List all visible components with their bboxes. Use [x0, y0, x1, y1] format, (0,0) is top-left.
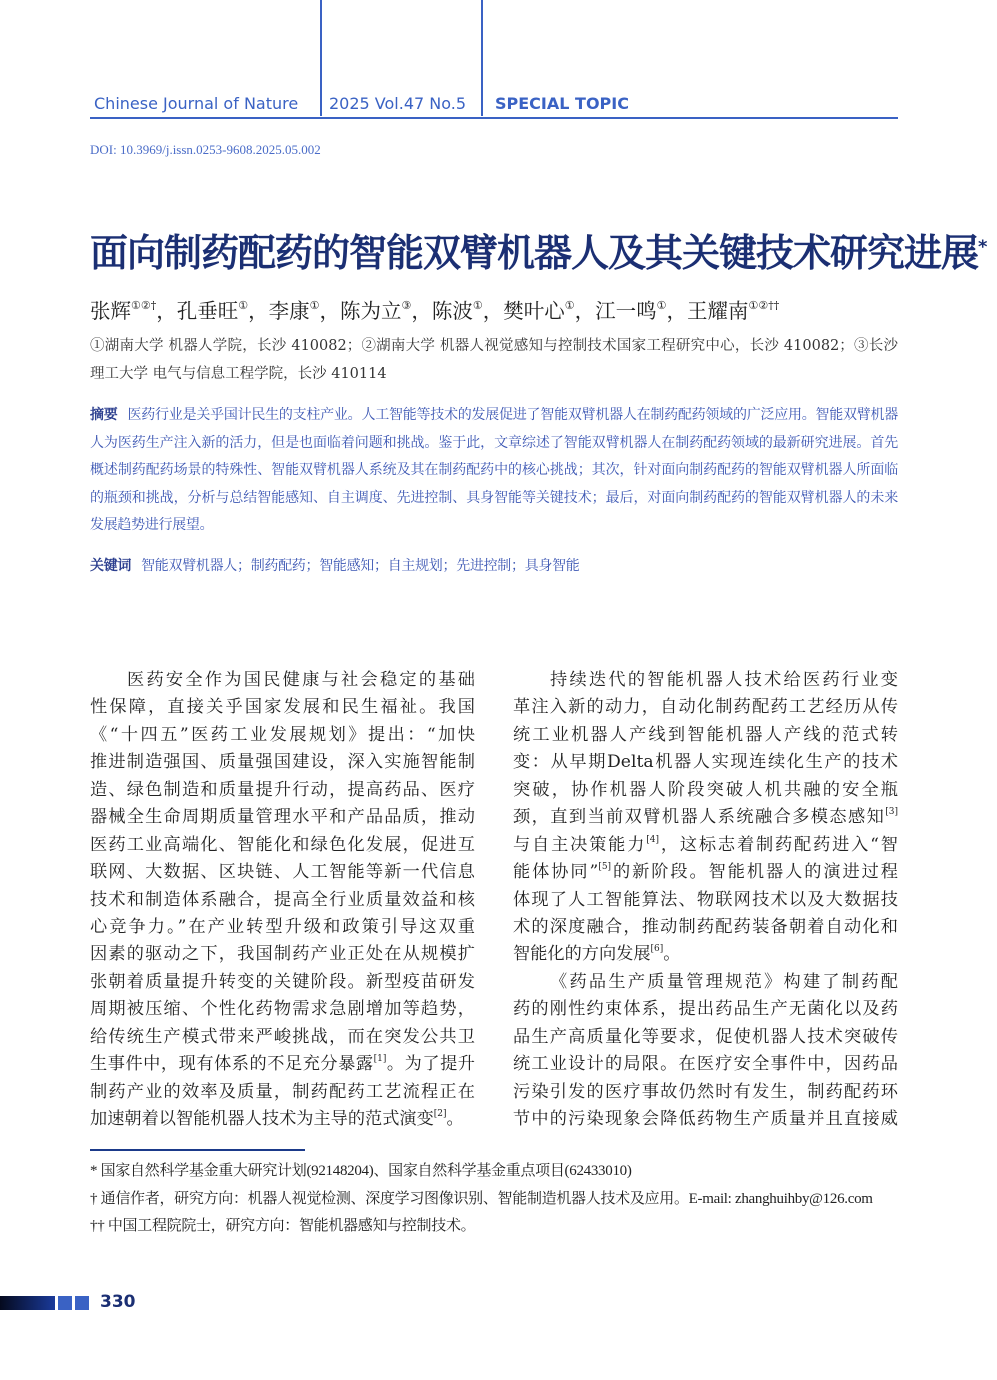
- citation-ref[interactable]: [1]: [373, 1054, 387, 1065]
- author-affiliation-mark: ③: [401, 299, 412, 312]
- author-affiliation-mark: ①: [564, 299, 575, 312]
- author-name: 陈为立: [339, 299, 402, 323]
- doi[interactable]: DOI: 10.3969/j.issn.0253-9608.2025.05.002: [90, 142, 321, 157]
- body-text-line: 统工业设计的局限。在医疗安全事件中，因药品: [513, 1054, 898, 1075]
- citation-ref[interactable]: [2]: [433, 1109, 447, 1119]
- body-text-line: 术的深度融合，推动制药配药装备朝着自动化和: [513, 916, 898, 937]
- footer-square: [75, 1296, 89, 1310]
- body-text-line: 变：从早期Delta机器人实现连续化生产的技术: [513, 752, 898, 773]
- author-name: 孔垂旺: [176, 299, 239, 323]
- citation-ref[interactable]: [4]: [646, 834, 659, 845]
- author-separator: ，: [482, 299, 504, 323]
- section-label: SPECIAL TOPIC: [495, 94, 629, 113]
- author-separator: ，: [319, 299, 340, 323]
- body-text-line: 颈，直到当前双臂机器人系统融合多模态感知[3]: [513, 807, 898, 828]
- author-name: 张辉: [90, 299, 131, 323]
- footnote-academician: †† 中国工程院院士，研究方向：智能机器感知与控制技术。: [90, 1218, 476, 1234]
- footnote-funding: * 国家自然科学基金重大研究计划(92148204)、国家自然科学基金重点项目(62433010): [90, 1163, 632, 1179]
- body-text-line: 制药产业的效率及质量，制药配药工艺流程正在: [90, 1081, 475, 1102]
- body-text-line: 《药品生产质量管理规范》构建了制药配: [550, 971, 898, 992]
- body-text-line: 生事件中，现有体系的不足充分暴露[1]。为了提升: [90, 1054, 475, 1075]
- body-text-line: 技术和制造体系融合，提高全行业质量效益和核: [90, 889, 475, 910]
- keywords: [90, 555, 580, 575]
- page-number: 330: [100, 1292, 136, 1312]
- author-affiliation-mark: ①: [656, 299, 667, 312]
- author-name: 陈波: [431, 299, 473, 323]
- affiliations: ①湖南大学 机器人学院，长沙 410082；②湖南大学 机器人视觉感知与控制技术国家工程研究中心，长沙 410082；③长沙理工大学 电气与信息工程学院，长沙 410114: [90, 338, 898, 382]
- keywords-text: 智能双臂机器人；制药配药；智能感知；自主规划；先进控制；具身智能: [141, 558, 580, 574]
- body-text-line: 与自主决策能力[4]，这标志着制药配药进入“智: [513, 834, 898, 855]
- body-text-line: 统工业机器人产线到智能机器人产线的范式转: [513, 724, 898, 745]
- author-name: 王耀南: [686, 299, 749, 323]
- keywords-label: 关键词: [90, 558, 132, 574]
- body-text-line: 医药工业高端化、智能化和绿色化发展，促进互: [90, 834, 475, 855]
- footer-square: [58, 1296, 72, 1310]
- body-column-right: [513, 667, 898, 1133]
- header-rule: [90, 117, 898, 119]
- author-separator: ，: [411, 299, 432, 323]
- citation-ref[interactable]: [3]: [885, 807, 898, 818]
- body-text-line: 推进制造强国、质量强国建设，深入实施智能制: [90, 752, 475, 773]
- citation-ref[interactable]: [6]: [650, 944, 664, 955]
- author-affiliation-mark: ①: [309, 299, 320, 312]
- body-text-line: 周期被压缩、个性化药物需求急剧增加等趋势，: [90, 999, 475, 1020]
- footnote-rule: [90, 1149, 305, 1151]
- issue-info: 2025 Vol.47 No.5: [329, 94, 467, 113]
- author-affiliation-mark: ①: [238, 299, 249, 312]
- author-affiliation-mark: ①②††: [748, 299, 780, 312]
- title-footnote-mark: *: [978, 236, 987, 258]
- body-text-line: 污染引发的医疗事故仍然时有发生，制药配药环: [513, 1081, 898, 1102]
- body-text-line: 给传统生产模式带来严峻挑战，而在突发公共卫: [90, 1026, 475, 1047]
- author-separator: ，: [248, 299, 269, 323]
- author-name: 樊叶心: [503, 299, 565, 323]
- body-text-line: 造、绿色制造和质量提升行动，提高药品、医疗: [90, 779, 475, 800]
- body-text-line: 医药安全作为国民健康与社会稳定的基础: [127, 670, 475, 690]
- body-text-line: 智能化的方向发展[6]。: [513, 944, 681, 965]
- body-text-line: 性保障，直接关乎国家发展和民生福祉。我国: [90, 697, 475, 718]
- author-separator: ，: [574, 299, 596, 323]
- body-text-line: 能体协同”[5]的新阶段。智能机器人的演进过程: [513, 862, 898, 883]
- citation-ref[interactable]: [5]: [598, 862, 612, 873]
- footnotes: [90, 1158, 873, 1241]
- body-text-line: 革注入新的动力，自动化制药配药工艺经历从传: [513, 697, 898, 718]
- abstract: [90, 402, 898, 540]
- body-text-line: 加速朝着以智能机器人技术为主导的范式演变[2]。: [90, 1109, 464, 1129]
- running-header: [94, 94, 629, 113]
- author-affiliation-mark: ①②†: [131, 299, 157, 312]
- body-text-line: 心竞争力。”在产业转型升级和政策引导这双重: [90, 916, 475, 937]
- body-text-line: 《“十四五”医药工业发展规划》提出：“加快: [90, 724, 475, 745]
- journal-name: Chinese Journal of Nature: [94, 94, 299, 113]
- author-list: [90, 294, 779, 324]
- article-title: [90, 222, 986, 277]
- body-text-line: 张朝着质量提升转变的关键阶段。新型疫苗研发: [90, 971, 475, 992]
- footer-gradient-bar: [0, 1296, 55, 1310]
- abstract-label: 摘要: [90, 407, 118, 423]
- body-text-line: 器械全生命周期质量管理水平和产品品质，推动: [90, 807, 475, 828]
- body-column-left: [90, 667, 475, 1133]
- body-text-line: 节中的污染现象会降低药物生产质量并且直接威: [513, 1109, 898, 1129]
- body-text-line: 药的刚性约束体系，提出药品生产无菌化以及药: [513, 999, 898, 1020]
- body-text-line: 品生产高质量化等要求，促使机器人技术突破传: [513, 1026, 898, 1047]
- author-affiliation-mark: ①: [472, 299, 483, 312]
- title-text: 面向制药配药的智能双臂机器人及其关键技术研究进展: [90, 231, 979, 275]
- author-name: 江一鸣: [595, 299, 657, 323]
- author-name: 李康: [268, 299, 310, 323]
- footnote-corresponding-author: † 通信作者，研究方向：机器人视觉检测、深度学习图像识别、智能制造机器人技术及应用。E-mail: zhanghuihby@126.com: [90, 1190, 873, 1207]
- body-text-line: 因素的驱动之下，我国制药产业正处在从规模扩: [90, 944, 475, 965]
- author-separator: ，: [156, 299, 177, 323]
- body-text-line: 突破，协作机器人阶段突破人机共融的安全瓶: [513, 779, 898, 800]
- body-text-line: 体现了人工智能算法、物联网技术以及大数据技: [513, 889, 898, 910]
- body-text-line: 联网、大数据、区块链、人工智能等新一代信息: [90, 862, 475, 883]
- abstract-text: 医药行业是关乎国计民生的支柱产业。人工智能等技术的发展促进了智能双臂机器人在制药配药领域的广泛应用。智能双臂机器人为医药生产注入新的活力，但是也面临着问题和挑战。鉴于此，文章综述了智能双臂机器人在制药配药领域的最新研究进展。首先概述制药配药场景的特殊性、智能双臂机器人系统及其在制药配药中的核心挑战；其次，针对面向制药配药的智能双臂机器人所面临的瓶颈和挑战，分析与总结智能感知、自主调度、先进控制、具身智能等关键技术；最后，对面向制药配药的智能双臂机器人的未来发展趋势进行展望。: [90, 407, 899, 533]
- body-text-line: 持续迭代的智能机器人技术给医药行业变: [550, 670, 898, 690]
- author-separator: ，: [666, 299, 687, 323]
